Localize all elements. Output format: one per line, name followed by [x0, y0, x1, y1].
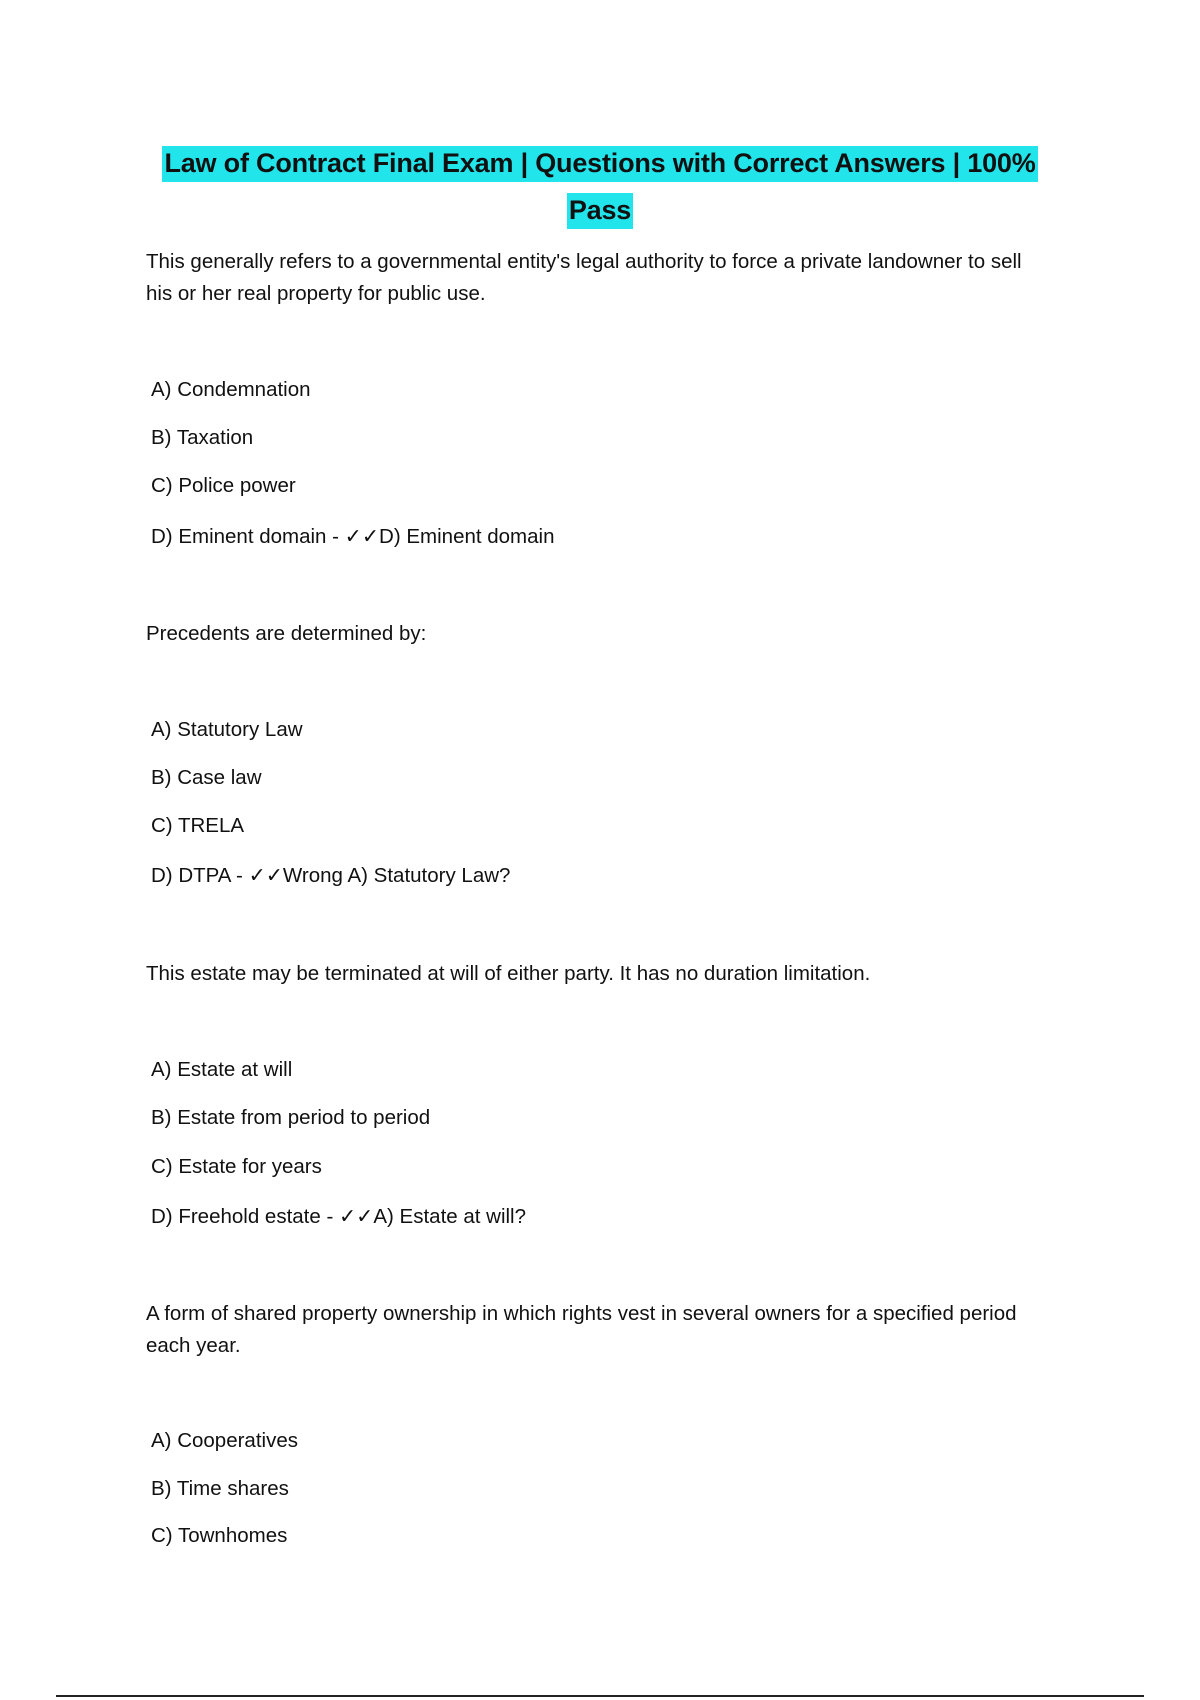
question-2-option-a: A) Statutory Law [151, 718, 303, 741]
question-3-option-c: C) Estate for years [151, 1155, 322, 1178]
question-2-option-d-answer: D) DTPA - ✓✓Wrong A) Statutory Law? [151, 864, 511, 887]
question-3-option-a: A) Estate at will [151, 1058, 293, 1081]
question-1-option-a: A) Condemnation [151, 378, 311, 401]
question-2-text: Precedents are determined by: [146, 622, 427, 645]
question-4-option-b: B) Time shares [151, 1477, 289, 1500]
question-3-option-b: B) Estate from period to period [151, 1106, 431, 1129]
question-2-option-c: C) TRELA [151, 814, 245, 837]
question-4-option-c: C) Townhomes [151, 1524, 288, 1547]
question-4-text: A form of shared property ownership in which rights vest in several owners for a specified period each year. [146, 1302, 1017, 1357]
title-block [146, 142, 1054, 236]
question-1-option-b: B) Taxation [151, 426, 254, 449]
question-3-option-d-answer: D) Freehold estate - ✓✓A) Estate at will? [151, 1205, 527, 1228]
question-2-option-b: B) Case law [151, 766, 262, 789]
footer-divider [56, 1695, 1144, 1697]
question-3-text: This estate may be terminated at will of either party. It has no duration limitation. [146, 962, 871, 985]
question-1-text: This generally refers to a governmental entity's legal authority to force a private landowner to sell his or her real property for public use. [146, 250, 1022, 305]
question-1-option-d-answer: D) Eminent domain - ✓✓D) Eminent domain [151, 525, 555, 548]
question-4-option-a: A) Cooperatives [151, 1429, 298, 1452]
question-1-option-c: C) Police power [151, 474, 296, 497]
document-title: Law of Contract Final Exam | Questions with Correct Answers | 100% Pass [162, 146, 1037, 229]
